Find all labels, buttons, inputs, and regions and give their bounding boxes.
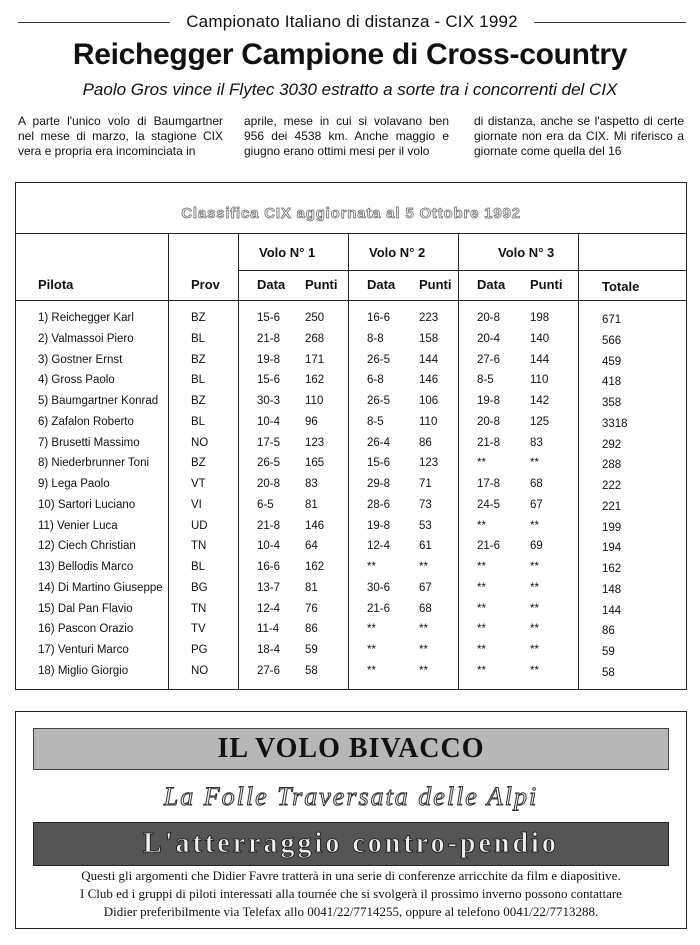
totale-value: 144 xyxy=(602,604,622,617)
header-punti-1: Punti xyxy=(305,277,338,292)
pilot-name: 12) Ciech Christian xyxy=(38,540,136,553)
volo2-punti: ** xyxy=(419,664,428,677)
volo2-punti: 68 xyxy=(419,602,432,615)
volo3-data: 24-5 xyxy=(477,498,501,511)
volo1-data: 10-4 xyxy=(257,540,281,553)
totale-value: 221 xyxy=(602,500,622,513)
ad-text-line-2: I Club ed i gruppi di piloti interessati alla tournée che si svolgerà il prossimo inverno possono contattare xyxy=(80,886,622,901)
pilot-name: 4) Gross Paolo xyxy=(38,374,115,387)
table-row xyxy=(16,582,686,602)
article-column-1: A parte l'unico volo di Baumgartner nel mese di marzo, la stagione CIX vera e propria era incominciata in xyxy=(18,114,223,158)
pilot-name: 10) Sartori Luciano xyxy=(38,498,136,511)
header-punti-2: Punti xyxy=(419,277,452,292)
volo3-data: 17-8 xyxy=(477,478,501,490)
pilot-name: 18) Miglio Giorgio xyxy=(38,664,129,677)
volo2-data: 8-5 xyxy=(367,415,384,428)
volo2-punti: 67 xyxy=(419,581,432,594)
totale-value: 292 xyxy=(602,438,622,451)
ad-banner-title: IL VOLO BIVACCO xyxy=(33,728,669,770)
pilot-prov: BZ xyxy=(191,312,206,324)
table-row xyxy=(16,457,686,477)
pilot-prov: UD xyxy=(191,519,208,532)
volo2-punti: 86 xyxy=(419,436,432,449)
volo2-punti: 223 xyxy=(419,312,439,324)
pilot-prov: TN xyxy=(191,540,207,553)
volo1-data: 20-8 xyxy=(257,478,281,490)
volo2-punti: ** xyxy=(419,644,428,656)
volo3-data: ** xyxy=(477,581,486,594)
article-column-2: aprile, mese in cui si volavano ben 956 dei 4538 km. Anche maggio e giugno erano ottimi mesi per il volo xyxy=(244,114,449,158)
volo1-punti: 162 xyxy=(305,374,325,387)
pilot-name: 8) Niederbrunner Toni xyxy=(38,457,150,470)
table-row xyxy=(16,374,686,394)
volo3-data: ** xyxy=(477,457,486,470)
pilot-name: 5) Baumgartner Konrad xyxy=(38,395,159,407)
volo1-data: 17-5 xyxy=(257,436,281,449)
pilot-name: 2) Valmassoi Piero xyxy=(38,332,134,345)
headline: Reichegger Campione di Cross-country xyxy=(72,38,628,71)
volo1-punti: 250 xyxy=(305,312,325,324)
volo3-punti: ** xyxy=(530,644,539,656)
table-row xyxy=(16,333,686,353)
table-row xyxy=(16,416,686,436)
volo3-punti: 110 xyxy=(530,374,549,387)
pilot-name: 7) Brusetti Massimo xyxy=(38,436,140,449)
totale-value: 288 xyxy=(602,459,622,472)
volo3-data: ** xyxy=(477,664,486,677)
volo3-data: 20-8 xyxy=(477,415,501,428)
table-row xyxy=(16,665,686,685)
totale-value: 566 xyxy=(602,334,622,347)
table-row xyxy=(16,478,686,498)
table-rule-group xyxy=(238,270,686,271)
volo3-punti: 83 xyxy=(530,436,543,449)
table-row xyxy=(16,540,686,560)
volo3-punti: 68 xyxy=(530,478,543,490)
volo2-data: ** xyxy=(367,623,376,636)
volo3-data: 19-8 xyxy=(477,395,501,407)
ad-text-line-1: Questi gli argomenti che Didier Favre tratterà in una serie di conferenze arricchite da film e diapositive. xyxy=(81,868,621,883)
pilot-prov: VI xyxy=(191,498,202,511)
pilot-prov: BG xyxy=(191,581,208,594)
pilot-prov: BZ xyxy=(191,457,206,470)
pilot-prov: BL xyxy=(191,332,206,345)
volo1-punti: 162 xyxy=(305,561,325,573)
pilot-name: 15) Dal Pan Flavio xyxy=(38,602,133,615)
volo1-punti: 268 xyxy=(305,332,325,345)
table-row xyxy=(16,312,686,332)
volo2-punti: 123 xyxy=(419,457,439,470)
volo1-data: 15-6 xyxy=(257,312,281,324)
header-prov: Prov xyxy=(191,277,220,292)
header-data-3: Data xyxy=(477,277,506,292)
volo3-data: ** xyxy=(477,561,486,573)
volo2-data: 28-6 xyxy=(367,498,391,511)
volo3-data: ** xyxy=(477,519,486,532)
volo3-punti: ** xyxy=(530,602,539,615)
table-row xyxy=(16,561,686,581)
volo3-punti: ** xyxy=(530,664,539,677)
volo2-punti: 106 xyxy=(419,395,439,407)
table-row xyxy=(16,437,686,457)
volo1-data: 15-6 xyxy=(257,374,281,387)
volo3-punti: ** xyxy=(530,457,539,470)
volo2-data: ** xyxy=(367,561,376,573)
volo1-punti: 110 xyxy=(305,395,324,407)
volo3-data: 27-6 xyxy=(477,353,501,366)
volo1-punti: 81 xyxy=(305,498,318,511)
pilot-prov: NO xyxy=(191,664,209,677)
totale-value: 162 xyxy=(602,563,622,575)
volo3-punti: 144 xyxy=(530,353,550,366)
table-title: Classifica CIX aggiornata al 5 Ottobre 1992 xyxy=(181,205,521,222)
volo2-punti: 73 xyxy=(419,498,432,511)
volo2-punti: ** xyxy=(419,623,428,636)
volo3-punti: 140 xyxy=(530,332,550,345)
volo2-punti: 158 xyxy=(419,332,439,345)
pilot-name: 6) Zafalon Roberto xyxy=(38,415,134,428)
volo1-data: 30-3 xyxy=(257,395,281,407)
table-row xyxy=(16,603,686,623)
volo2-punti: 144 xyxy=(419,353,439,366)
header-punti-3: Punti xyxy=(530,277,563,292)
pilot-name: 14) Di Martino Giuseppe xyxy=(38,581,163,594)
volo1-punti: 171 xyxy=(305,353,325,366)
volo1-data: 11-4 xyxy=(257,623,280,636)
ad-box xyxy=(15,711,687,929)
volo3-punti: ** xyxy=(530,581,539,594)
volo3-punti: 142 xyxy=(530,395,550,407)
volo1-data: 21-8 xyxy=(257,519,281,532)
volo3-data: ** xyxy=(477,644,486,656)
volo3-punti: 198 xyxy=(530,312,550,324)
ad-text xyxy=(16,867,686,921)
table-row xyxy=(16,623,686,643)
volo2-data: 6-8 xyxy=(367,374,384,387)
volo3-punti: ** xyxy=(530,623,539,636)
totale-value: 199 xyxy=(602,521,622,534)
volo1-punti: 146 xyxy=(305,519,325,532)
totale-value: 671 xyxy=(602,314,622,326)
volo2-punti: 146 xyxy=(419,374,439,387)
volo1-data: 27-6 xyxy=(257,664,281,677)
volo1-punti: 59 xyxy=(305,644,318,656)
volo1-punti: 64 xyxy=(305,540,318,553)
totale-value: 418 xyxy=(602,376,622,389)
volo2-data: 19-8 xyxy=(367,519,391,532)
pilot-prov: PG xyxy=(191,644,208,656)
volo3-data: 21-8 xyxy=(477,436,501,449)
pilot-prov: BZ xyxy=(191,395,206,407)
group-header-volo-3: Volo N° 3 xyxy=(498,245,555,260)
group-header-volo-1: Volo N° 1 xyxy=(259,245,316,260)
volo1-data: 26-5 xyxy=(257,457,281,470)
volo3-punti: ** xyxy=(530,561,539,573)
totale-value: 222 xyxy=(602,480,622,492)
pilot-prov: TV xyxy=(191,623,206,636)
totale-value: 86 xyxy=(602,625,615,638)
header-data-2: Data xyxy=(367,277,396,292)
volo2-data: ** xyxy=(367,644,376,656)
pilot-name: 16) Pascon Orazio xyxy=(38,623,134,636)
table-rule-header xyxy=(16,300,686,301)
volo2-data: ** xyxy=(367,664,376,677)
volo3-data: 21-6 xyxy=(477,540,501,553)
standings-table xyxy=(15,182,687,690)
header-rule-right xyxy=(534,22,686,23)
volo2-data: 15-6 xyxy=(367,457,391,470)
pilot-prov: BZ xyxy=(191,353,206,366)
kicker: Campionato Italiano di distanza - CIX 1992 xyxy=(186,12,518,31)
volo1-punti: 83 xyxy=(305,478,318,490)
volo1-punti: 76 xyxy=(305,602,318,615)
pilot-prov: TN xyxy=(191,602,207,615)
volo3-data: 20-8 xyxy=(477,312,501,324)
volo1-punti: 123 xyxy=(305,436,325,449)
totale-value: 358 xyxy=(602,397,622,409)
article-column-3: di distanza, anche se l'aspetto di certe giornate non era da CIX. Mi riferisco a giornate come quella del 16 xyxy=(474,114,684,158)
pilot-name: 17) Venturi Marco xyxy=(38,644,129,656)
volo1-punti: 96 xyxy=(305,415,318,428)
volo1-data: 13-7 xyxy=(257,581,281,594)
volo2-punti: 53 xyxy=(419,519,432,532)
volo2-data: 16-6 xyxy=(367,312,391,324)
volo2-data: 12-4 xyxy=(367,540,391,553)
volo1-punti: 86 xyxy=(305,623,318,636)
volo2-data: 26-5 xyxy=(367,395,391,407)
ad-subtitle: La Folle Traversata delle Alpi xyxy=(163,782,539,811)
header-data-1: Data xyxy=(257,277,286,292)
pilot-prov: BL xyxy=(191,561,206,573)
volo3-data: 8-5 xyxy=(477,374,494,387)
volo3-punti: 125 xyxy=(530,415,550,428)
pilot-name: 11) Venier Luca xyxy=(38,519,118,532)
pilot-prov: VT xyxy=(191,478,206,490)
pilot-name: 1) Reichegger Karl xyxy=(38,312,134,324)
volo3-punti: ** xyxy=(530,519,539,532)
volo2-punti: 61 xyxy=(419,540,432,553)
volo2-punti: 110 xyxy=(419,415,438,428)
header-line xyxy=(18,12,686,32)
volo1-data: 16-6 xyxy=(257,561,281,573)
ad-banner-topic: L'atterraggio contro-pendio xyxy=(33,822,669,866)
volo3-data: ** xyxy=(477,602,486,615)
volo2-data: 30-6 xyxy=(367,581,391,594)
totale-value: 194 xyxy=(602,542,622,555)
volo1-data: 18-4 xyxy=(257,644,281,656)
table-row xyxy=(16,354,686,374)
subhead: Paolo Gros vince il Flytec 3030 estratto a sorte tra i concorrenti del CIX xyxy=(82,80,618,99)
volo3-data: ** xyxy=(477,623,486,636)
volo2-punti: ** xyxy=(419,561,428,573)
pilot-prov: BL xyxy=(191,374,206,387)
volo1-punti: 81 xyxy=(305,581,318,594)
table-row xyxy=(16,395,686,415)
table-row xyxy=(16,644,686,664)
volo1-data: 19-8 xyxy=(257,353,281,366)
volo1-punti: 165 xyxy=(305,457,325,470)
volo1-punti: 58 xyxy=(305,664,318,677)
pilot-prov: BL xyxy=(191,415,206,428)
totale-value: 3318 xyxy=(602,417,628,430)
volo2-data: 26-4 xyxy=(367,436,391,449)
header-pilota: Pilota xyxy=(38,277,74,292)
pilot-name: 3) Gostner Ernst xyxy=(38,353,123,366)
volo1-data: 12-4 xyxy=(257,602,281,615)
header-totale: Totale xyxy=(602,279,640,294)
totale-value: 59 xyxy=(602,646,615,658)
ad-text-line-3: Didier preferibilmente via Telefax allo 0041/22/7714255, oppure al telefono 0041/22/7713288. xyxy=(103,904,599,919)
pilot-name: 13) Bellodis Marco xyxy=(38,561,134,573)
volo2-data: 29-8 xyxy=(367,478,391,490)
volo2-data: 26-5 xyxy=(367,353,391,366)
volo1-data: 6-5 xyxy=(257,498,274,511)
volo3-punti: 69 xyxy=(530,540,543,553)
volo3-data: 20-4 xyxy=(477,332,501,345)
pilot-prov: NO xyxy=(191,436,209,449)
totale-value: 459 xyxy=(602,355,622,368)
totale-value: 58 xyxy=(602,666,615,679)
totale-value: 148 xyxy=(602,583,622,596)
group-header-volo-2: Volo N° 2 xyxy=(369,245,426,260)
volo1-data: 21-8 xyxy=(257,332,281,345)
table-rule-top xyxy=(16,233,686,234)
volo1-data: 10-4 xyxy=(257,415,281,428)
volo2-punti: 71 xyxy=(419,478,432,490)
table-row xyxy=(16,499,686,519)
pilot-name: 9) Lega Paolo xyxy=(38,478,110,490)
volo2-data: 21-6 xyxy=(367,602,391,615)
volo3-punti: 67 xyxy=(530,498,543,511)
volo2-data: 8-8 xyxy=(367,332,384,345)
table-row xyxy=(16,520,686,540)
